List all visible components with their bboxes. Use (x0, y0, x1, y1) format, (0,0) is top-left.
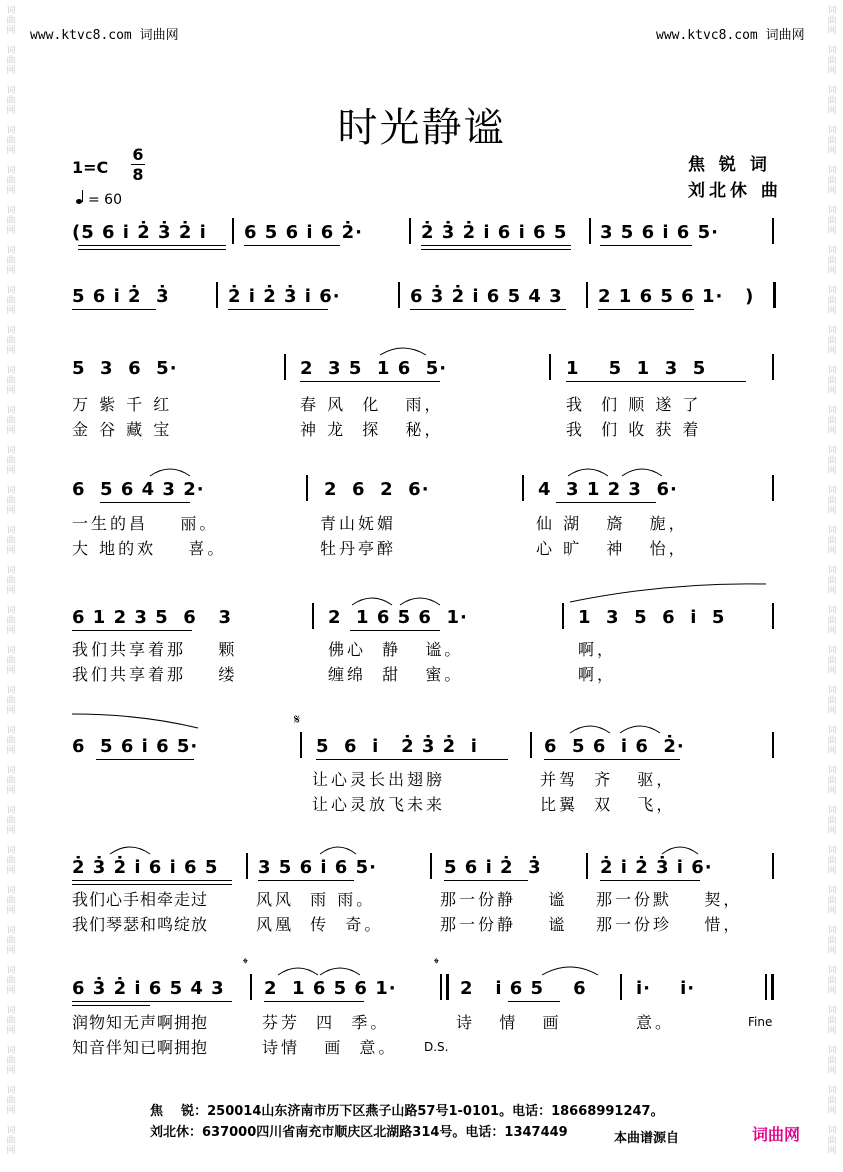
measure: 2 3 5 1 6 5· (300, 358, 448, 379)
fine-marking: Fine (748, 1015, 773, 1029)
lyric: 万 紫 千 红 (72, 395, 173, 414)
lyric: 意。 (636, 1013, 675, 1032)
watermark-text: 词 曲 网 (827, 166, 837, 196)
watermark-text: 词 曲 网 (827, 606, 837, 636)
watermark-text: 词 曲 网 (6, 966, 16, 996)
contact-line-composer: 刘北休：637000四川省南充市顺庆区北湖路314号。电话：1347449 (150, 1125, 568, 1140)
watermark-text: 词 曲 网 (827, 406, 837, 436)
coda-sign: 𝄌 (243, 956, 248, 972)
measure: 6 1 2 3 5 6 3 (72, 607, 233, 628)
watermark-text: 词 曲 网 (6, 926, 16, 956)
watermark-text: 词 曲 网 (827, 686, 837, 716)
watermark-text: 词 曲 网 (827, 926, 837, 956)
right-watermark-strip (821, 0, 843, 1172)
watermark-text: 词 曲 网 (827, 566, 837, 596)
lyric: 金 谷 藏 宝 (72, 420, 173, 439)
measure: 2̇ 3̇ 2̇ i 6 i 6 5 (421, 222, 568, 243)
watermark-text: 词 曲 网 (6, 846, 16, 876)
coda-sign: 𝄌 (434, 956, 439, 972)
lyric: 我们共享着那 缕 (72, 665, 238, 684)
watermark-text: 词 曲 网 (6, 1086, 16, 1116)
watermark-text: 词 曲 网 (827, 886, 837, 916)
measure: 2̇ i 2̇ 3̇ i 6· (228, 286, 341, 307)
watermark-text: 词 曲 网 (827, 326, 837, 356)
watermark-text: 词 曲 网 (6, 406, 16, 436)
lyric: 那一份静 谧 (440, 890, 568, 909)
watermark-text: 词 曲 网 (6, 446, 16, 476)
key-signature: 1=C (72, 158, 109, 177)
lyric: 那一份珍 惜， (596, 915, 743, 934)
lyric: 我们琴瑟和鸣绽放 (72, 915, 209, 934)
watermark-text: 词 曲 网 (6, 46, 16, 76)
site-header-right[interactable]: www.ktvc8.com 词曲网 (656, 28, 805, 43)
watermark-text: 词 曲 网 (6, 526, 16, 556)
watermark-text: 词 曲 网 (827, 486, 837, 516)
watermark-text: 词 曲 网 (827, 126, 837, 156)
lyric: 佛心 静 谧。 (328, 640, 464, 659)
measure: 1 3 5 6 i 5 (578, 607, 726, 628)
lyric: 仙 湖 旖 旎， (536, 514, 688, 533)
watermark-text: 词 曲 网 (827, 366, 837, 396)
source-note: 本曲谱源自 (612, 1127, 681, 1146)
watermark-text: 词 曲 网 (827, 6, 837, 36)
measure: 6 5 6 4 3 2· (72, 479, 205, 500)
watermark-text: 词 曲 网 (6, 166, 16, 196)
lyric: 我 们 收 获 着 (566, 420, 702, 439)
lyric: 大 地的欢 喜。 (72, 539, 227, 558)
site-logo[interactable]: 词曲网 (752, 1125, 801, 1144)
watermark-text: 词 曲 网 (6, 286, 16, 316)
watermark-text: 词 曲 网 (6, 86, 16, 116)
lyricist-credit: 焦 锐 词 (688, 155, 771, 175)
measure: 5 6 i 2̇ 3̇ 2̇ i (316, 736, 478, 757)
measure: 3 5 6 i 6 5· (258, 857, 377, 878)
lyric: 我们心手相牵走过 (72, 890, 209, 909)
watermark-text: 词 曲 网 (6, 6, 16, 36)
composer-credit: 刘北休 曲 (688, 181, 782, 201)
lyric: 让心灵长出翅膀 (312, 770, 446, 789)
watermark-text: 词 曲 网 (6, 1126, 16, 1156)
lyric: 啊， (578, 665, 617, 684)
measure: 3 5 6 i 6 5· (600, 222, 719, 243)
watermark-text: 词 曲 网 (6, 806, 16, 836)
lyric: 诗情 画 意。 (262, 1038, 398, 1057)
tempo-marking: = 60 (76, 192, 122, 208)
watermark-text: 词 曲 网 (6, 126, 16, 156)
measure: 6 5 6 i 6 2̇· (544, 736, 685, 757)
lyric: 一生的昌 丽。 (72, 514, 219, 533)
lyric: 并驾 齐 驱， (540, 770, 676, 789)
measure: 2̇ 3̇ 2̇ i 6 i 6 5 (72, 857, 219, 878)
song-title: 时光静谧 (337, 105, 506, 151)
watermark-text: 词 曲 网 (827, 1006, 837, 1036)
watermark-text: 词 曲 网 (6, 686, 16, 716)
lyric: 风风 雨 雨。 (256, 890, 376, 909)
watermark-text: 词 曲 网 (6, 606, 16, 636)
watermark-text: 词 曲 网 (827, 846, 837, 876)
watermark-text: 词 曲 网 (6, 1006, 16, 1036)
measure: 6 5 6 i 6 2̇· (244, 222, 363, 243)
left-watermark-strip (0, 0, 22, 1172)
time-signature-top: 6 (132, 145, 144, 164)
watermark-text: 词 曲 网 (827, 446, 837, 476)
measure: 6 3̇ 2̇ i 6 5 4 3 (410, 286, 563, 307)
watermark-text: 词 曲 网 (6, 726, 16, 756)
measure: 2 i 6 5 6 (460, 978, 587, 999)
watermark-text: 词 曲 网 (827, 646, 837, 676)
measure: 2 6 2 6· (324, 479, 430, 500)
watermark-text: 词 曲 网 (6, 366, 16, 396)
measure: 2 1 6 5 6 1· ) (598, 286, 755, 307)
quarter-note-icon (76, 199, 82, 204)
lyric: 让心灵放飞未来 (312, 795, 446, 814)
watermark-text: 词 曲 网 (827, 966, 837, 996)
lyric: 青山妩媚 (320, 514, 397, 533)
lyric: 牡丹亭醉 (320, 539, 397, 558)
watermark-text: 词 曲 网 (6, 206, 16, 236)
lyric: 诗 情 画 (456, 1013, 562, 1032)
lyric: 啊， (578, 640, 617, 659)
watermark-text: 词 曲 网 (827, 1046, 837, 1076)
measure: i· i· (636, 978, 696, 999)
measure: 5 6 i 2̇ 3̇ (444, 857, 542, 878)
site-header-left[interactable]: www.ktvc8.com 词曲网 (30, 28, 179, 43)
watermark-text: 词 曲 网 (827, 766, 837, 796)
watermark-text: 词 曲 网 (827, 286, 837, 316)
watermark-text: 词 曲 网 (6, 246, 16, 276)
contact-line-lyricist: 焦 锐：250014山东济南市历下区燕子山路57号1-0101。电话：18668991247。 (150, 1104, 664, 1119)
watermark-text: 词 曲 网 (6, 566, 16, 596)
lyric: 知音伴知已啊拥抱 (72, 1038, 209, 1057)
lyric: 我 们 顺 遂 了 (566, 395, 702, 414)
time-signature (131, 146, 145, 183)
watermark-text: 词 曲 网 (6, 766, 16, 796)
watermark-text: 词 曲 网 (827, 1086, 837, 1116)
measure: (5 6 i 2̇ 3̇ 2̇ i (72, 222, 207, 243)
segno-sign: 𝄋 (294, 712, 301, 728)
watermark-text: 词 曲 网 (827, 1126, 837, 1156)
measure: 4 3 1 2 3 6· (538, 479, 678, 500)
lyric: 缠绵 甜 蜜。 (328, 665, 464, 684)
watermark-text: 词 曲 网 (6, 326, 16, 356)
watermark-text: 词 曲 网 (827, 246, 837, 276)
measure: 6 5 6 i 6 5· (72, 736, 199, 757)
watermark-text: 词 曲 网 (827, 526, 837, 556)
lyric: 风凰 传 奇。 (256, 915, 384, 934)
lyric: 那一份静 谧 (440, 915, 568, 934)
lyric: 润物知无声啊拥抱 (72, 1013, 209, 1032)
measure: 2̇ i 2̇ 3̇ i 6· (600, 857, 713, 878)
watermark-text: 词 曲 网 (6, 1046, 16, 1076)
lyric: 神 龙 探 秘， (300, 420, 444, 439)
time-signature-bottom: 8 (132, 165, 144, 184)
measure: 6 3̇ 2̇ i 6 5 4 3 (72, 978, 225, 999)
watermark-text: 词 曲 网 (6, 486, 16, 516)
lyric: 我们共享着那 颗 (72, 640, 238, 659)
watermark-text: 词 曲 网 (6, 646, 16, 676)
lyric: 芬芳 四 季。 (262, 1013, 390, 1032)
measure: 1 5 1 3 5 (566, 358, 707, 379)
watermark-text: 词 曲 网 (827, 726, 837, 756)
measure: 2 1 6 5 6 1· (264, 978, 397, 999)
watermark-text: 词 曲 网 (827, 46, 837, 76)
measure: 2 1 6 5 6 1· (328, 607, 468, 628)
watermark-text: 词 曲 网 (827, 206, 837, 236)
lyric: 春 风 化 雨， (300, 395, 444, 414)
measure: 5 6 i 2̇ 3̇ (72, 286, 170, 307)
watermark-text: 词 曲 网 (827, 86, 837, 116)
measure: 5 3 6 5· (72, 358, 178, 379)
lyric: 心 旷 神 怡， (536, 539, 688, 558)
watermark-text: 词 曲 网 (827, 806, 837, 836)
watermark-text: 词 曲 网 (6, 886, 16, 916)
lyric: 那一份默 契， (596, 890, 743, 909)
ds-marking: D.S. (424, 1040, 449, 1054)
lyric: 比翼 双 飞， (540, 795, 676, 814)
